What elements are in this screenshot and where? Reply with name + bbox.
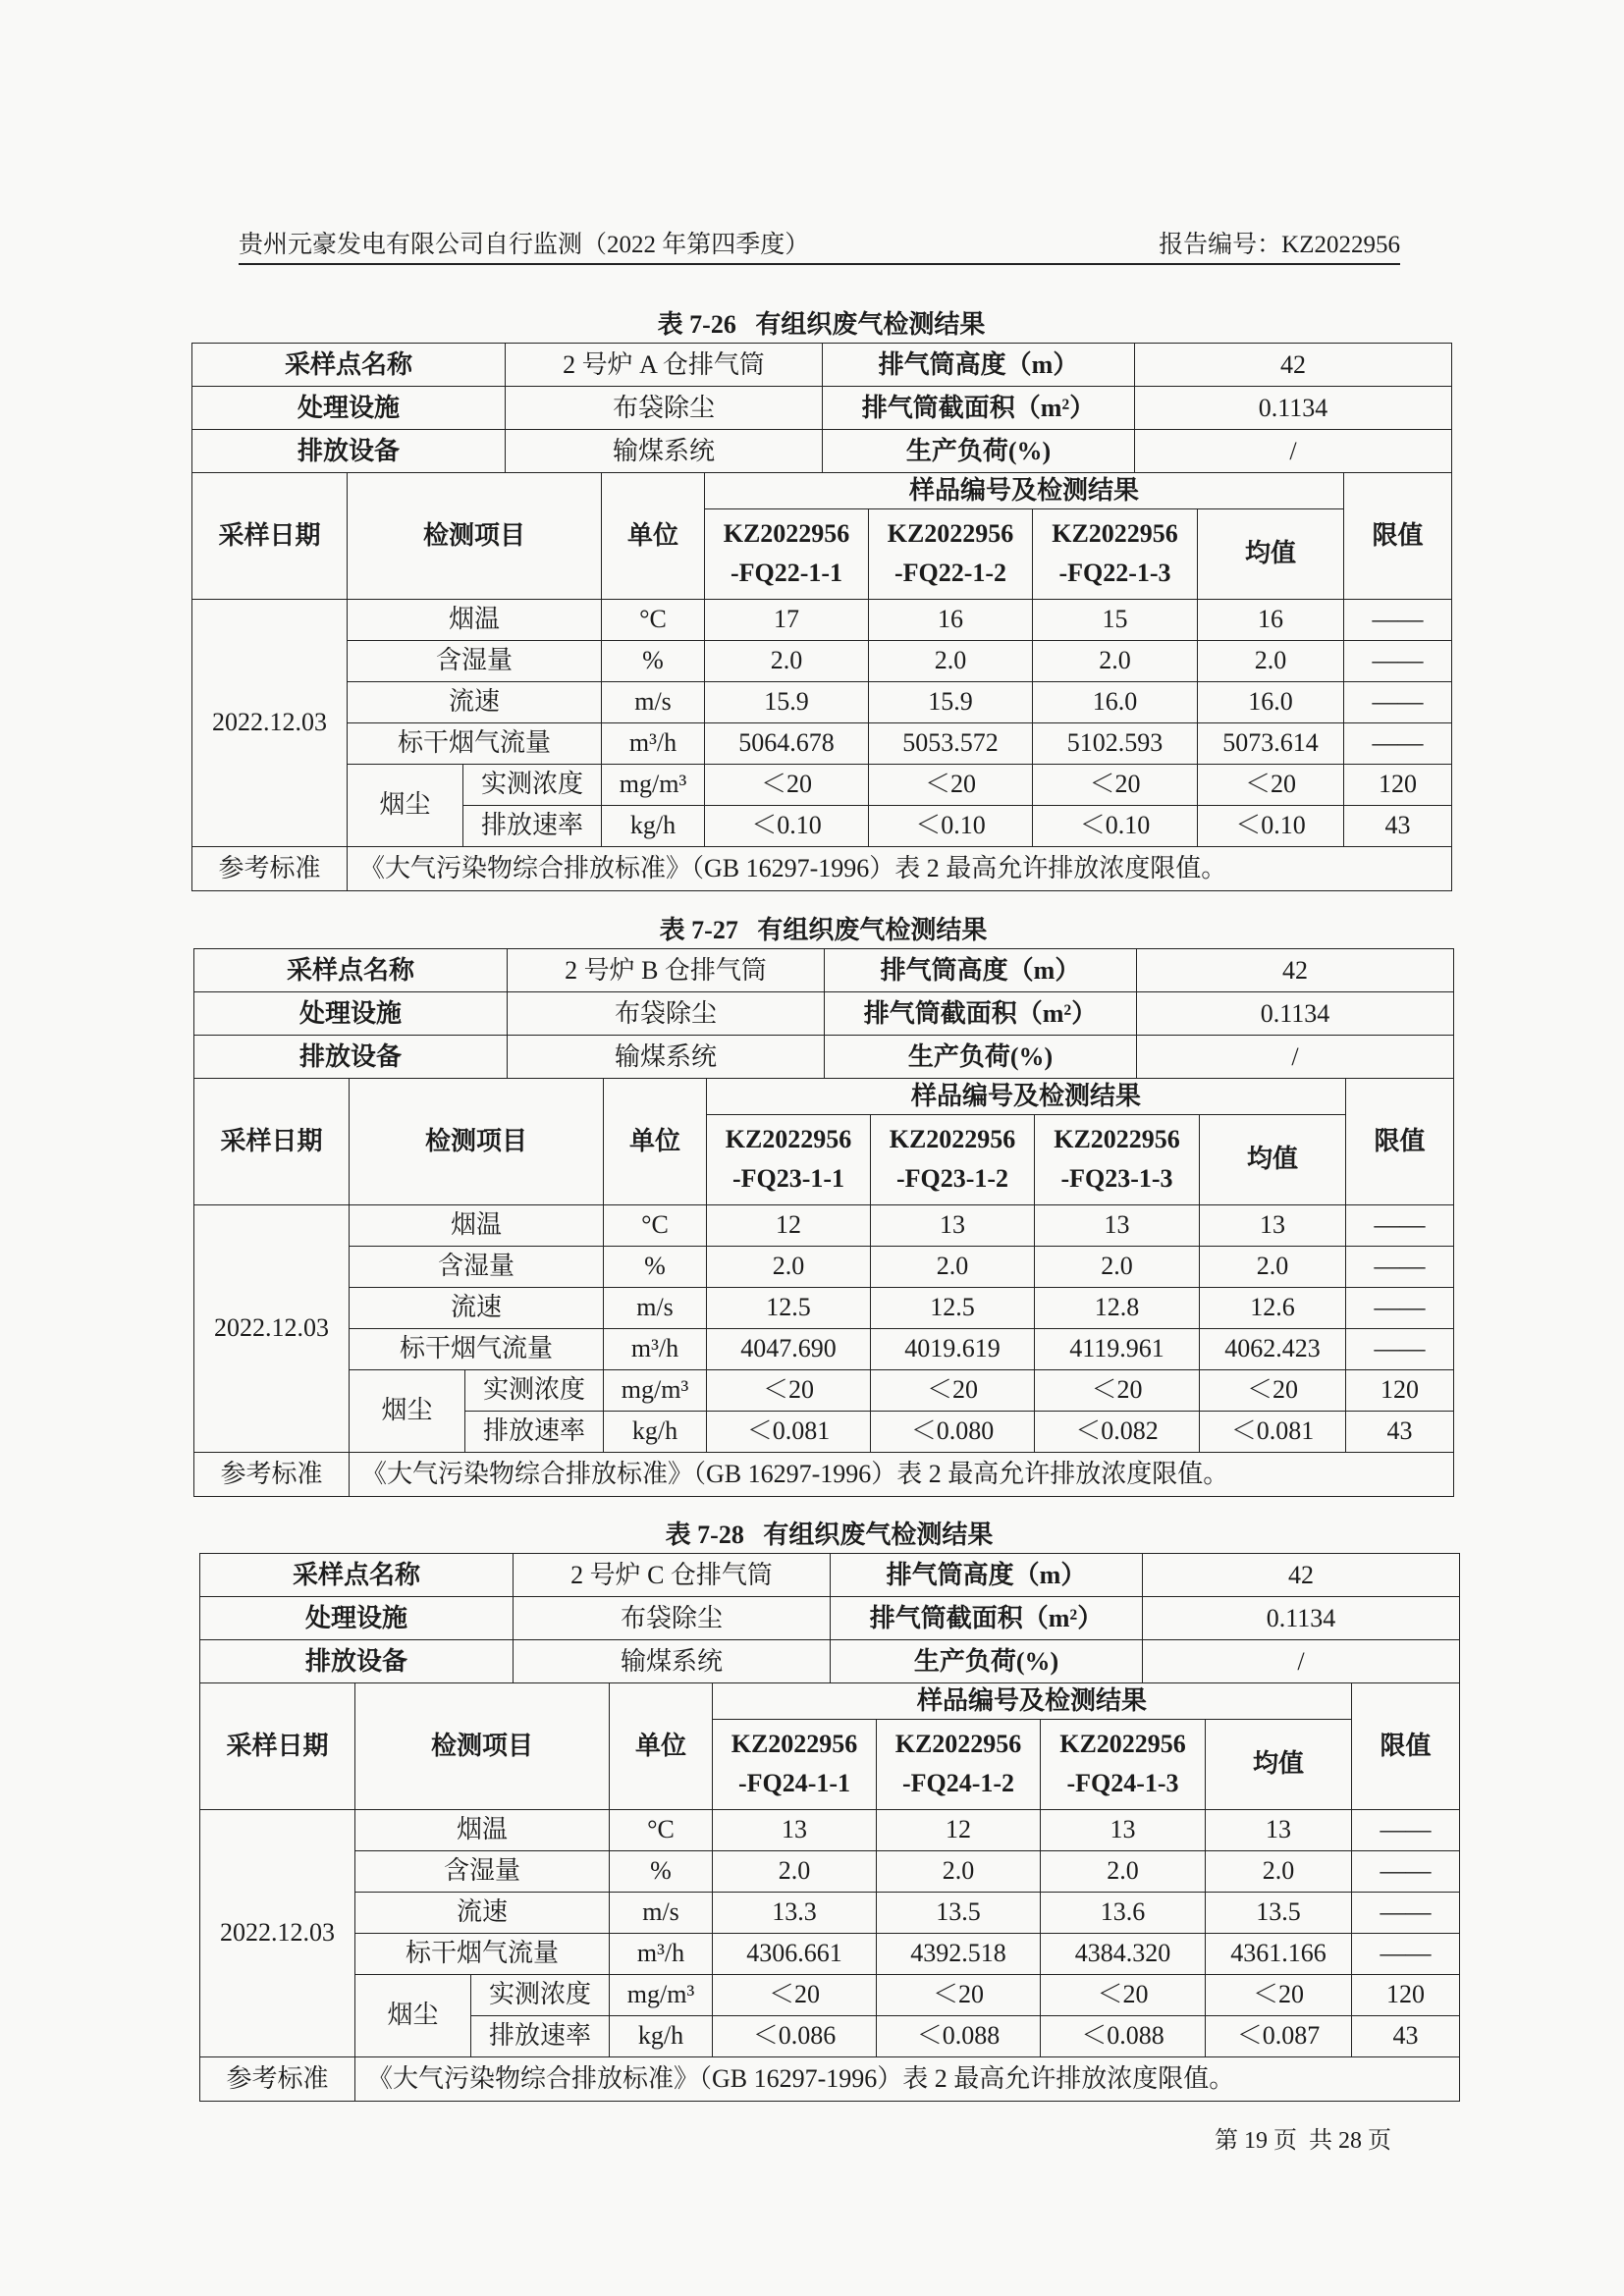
sample-id-prefix: KZ2022956 [1054,1125,1180,1153]
header-mean: 均值 [1200,1114,1346,1204]
stack-height-label: 排气筒高度（m） [825,949,1137,992]
treatment-facility-label: 处理设施 [194,992,508,1036]
cell-unit: m/s [610,1892,713,1933]
cell-unit: m³/h [610,1933,713,1974]
stack-area-value: 0.1134 [1143,1597,1460,1640]
cell-item: 烟温 [348,599,602,640]
cell-item: 标干烟气流量 [350,1328,604,1369]
sample-id-prefix: KZ2022956 [725,1125,852,1153]
cell-item: 含湿量 [348,640,602,681]
cell-value: ＜0.088 [1041,2015,1206,2056]
cell-mean: 16.0 [1198,681,1344,722]
cell-mean: 4361.166 [1206,1933,1352,1974]
table-row [194,1287,1454,1328]
sample-id-2 [877,1719,1041,1809]
cell-value: ＜0.080 [871,1411,1035,1452]
treatment-facility-value: 布袋除尘 [508,992,825,1036]
cell-limit: 120 [1352,1974,1460,2015]
info-row [200,1554,1460,1597]
stack-height-label: 排气筒高度（m） [831,1554,1143,1597]
sample-id-suffix: -FQ22-1-2 [893,559,1007,587]
reference-label: 参考标准 [192,846,348,890]
cell-value: ＜20 [1041,1974,1206,2015]
sampling-point-value: 2 号炉 C 仓排气筒 [514,1554,831,1597]
cell-mean: ＜0.10 [1198,805,1344,846]
cell-value: 13 [1041,1809,1206,1850]
cell-value: ＜0.082 [1035,1411,1200,1452]
sample-id-prefix: KZ2022956 [889,1125,1016,1153]
cell-item: 含湿量 [350,1246,604,1287]
cell-item: 实测浓度 [463,764,602,805]
cell-limit: —— [1346,1328,1454,1369]
cell-item: 烟温 [350,1204,604,1246]
treatment-facility-value: 布袋除尘 [514,1597,831,1640]
reference-row [194,1452,1454,1496]
sampling-point-value: 2 号炉 A 仓排气筒 [506,344,823,387]
cell-mean: 2.0 [1200,1246,1346,1287]
cell-value: 4047.690 [707,1328,871,1369]
info-row [192,344,1452,387]
cell-limit: —— [1344,722,1452,764]
cell-value: ＜20 [871,1369,1035,1411]
cell-value: 15.9 [705,681,869,722]
stack-area-value: 0.1134 [1135,387,1452,430]
stack-height-value: 42 [1135,344,1452,387]
cell-unit: m³/h [604,1328,707,1369]
cell-value: 2.0 [871,1246,1035,1287]
sample-id-prefix: KZ2022956 [894,1730,1022,1758]
cell-limit: —— [1352,1933,1460,1974]
cell-value: ＜0.086 [713,2015,877,2056]
results-table [199,1682,1460,2102]
cell-value: 13 [713,1809,877,1850]
table-title: 表 7-26 有组织废气检测结果 [657,310,986,339]
table-row [200,1850,1460,1892]
sample-id-suffix: -FQ23-1-1 [731,1164,845,1193]
dust-label: 烟尘 [355,1974,471,2056]
sample-id-prefix: KZ2022956 [887,519,1014,548]
reference-label: 参考标准 [194,1452,350,1496]
cell-value: 17 [705,599,869,640]
cell-value: 13.3 [713,1892,877,1933]
table-block-7-27 [193,913,1453,1497]
cell-limit: —— [1344,681,1452,722]
emission-equipment-label: 排放设备 [194,1036,508,1079]
header-limit: 限值 [1352,1682,1460,1809]
reference-text: 《大气污染物综合排放标准》（GB 16297-1996）表 2 最高允许排放浓度限值。 [348,846,1452,890]
cell-limit: 43 [1344,805,1452,846]
cell-mean: 2.0 [1206,1850,1352,1892]
table-row [194,1328,1454,1369]
header-mean: 均值 [1198,508,1344,599]
cell-unit: % [610,1850,713,1892]
cell-value: 13.5 [877,1892,1041,1933]
info-table [193,948,1454,1079]
header-limit: 限值 [1346,1078,1454,1204]
cell-value: 2.0 [713,1850,877,1892]
cell-value: 5102.593 [1033,722,1198,764]
cell-mean: ＜0.087 [1206,2015,1352,2056]
table-row [194,1246,1454,1287]
sample-id-2 [871,1114,1035,1204]
table-row [192,722,1452,764]
stack-area-label: 排气筒截面积（m²） [823,387,1135,430]
info-row [194,992,1454,1036]
cell-value: 12.5 [871,1287,1035,1328]
stack-area-value: 0.1134 [1137,992,1454,1036]
cell-mean: 16 [1198,599,1344,640]
cell-item: 实测浓度 [465,1369,604,1411]
info-row [200,1597,1460,1640]
info-row [200,1640,1460,1683]
production-load-label: 生产负荷(%) [831,1640,1143,1683]
production-load-value: / [1137,1036,1454,1079]
cell-unit: kg/h [610,2015,713,2056]
table-title: 表 7-27 有组织废气检测结果 [659,916,988,944]
emission-equipment-label: 排放设备 [200,1640,514,1683]
sample-id-2 [869,508,1033,599]
cell-item: 排放速率 [463,805,602,846]
cell-value: 15.9 [869,681,1033,722]
reference-row [200,2056,1460,2101]
production-load-value: / [1143,1640,1460,1683]
cell-mean: ＜0.081 [1200,1411,1346,1452]
page-number: 第 19 页 共 28 页 [1215,2128,1391,2154]
cell-unit: °C [604,1204,707,1246]
cell-mean: ＜20 [1206,1974,1352,2015]
table-row [200,1933,1460,1974]
cell-item: 实测浓度 [471,1974,610,2015]
treatment-facility-value: 布袋除尘 [506,387,823,430]
cell-value: 2.0 [877,1850,1041,1892]
header-sample-results: 样品编号及检测结果 [713,1682,1352,1719]
header-unit: 单位 [610,1682,713,1809]
cell-value: ＜0.081 [707,1411,871,1452]
cell-mean: 4062.423 [1200,1328,1346,1369]
cell-value: 2.0 [1041,1850,1206,1892]
cell-value: 5064.678 [705,722,869,764]
cell-unit: mg/m³ [604,1369,707,1411]
stack-area-label: 排气筒截面积（m²） [831,1597,1143,1640]
emission-equipment-value: 输煤系统 [508,1036,825,1079]
cell-item: 标干烟气流量 [348,722,602,764]
cell-value: 12.8 [1035,1287,1200,1328]
cell-unit: m³/h [602,722,705,764]
header-test-item: 检测项目 [350,1078,604,1204]
info-row [194,949,1454,992]
header-sample-results: 样品编号及检测结果 [707,1078,1346,1114]
sampling-point-label: 采样点名称 [194,949,508,992]
reference-label: 参考标准 [200,2056,355,2101]
cell-limit: —— [1346,1204,1454,1246]
cell-value: ＜0.10 [1033,805,1198,846]
cell-value: ＜20 [877,1974,1041,2015]
cell-value: ＜0.088 [877,2015,1041,2056]
info-table [199,1553,1460,1683]
cell-value: 2.0 [1033,640,1198,681]
cell-value: ＜20 [1035,1369,1200,1411]
info-row [192,430,1452,473]
dust-label: 烟尘 [348,764,463,846]
cell-unit: % [602,640,705,681]
report-title: 贵州元豪发电有限公司自行监测（2022 年第四季度） [239,232,810,258]
header-sample-results: 样品编号及检测结果 [705,472,1344,508]
table-row [200,1892,1460,1933]
header-unit: 单位 [602,472,705,599]
sample-id-3 [1033,508,1198,599]
sample-id-suffix: -FQ22-1-3 [1058,559,1171,587]
header-row [194,1078,1454,1114]
cell-mean: ＜20 [1198,764,1344,805]
cell-limit: 43 [1346,1411,1454,1452]
cell-item: 排放速率 [465,1411,604,1452]
stack-area-label: 排气筒截面积（m²） [825,992,1137,1036]
cell-value: ＜0.10 [705,805,869,846]
sampling-date: 2022.12.03 [194,1204,350,1452]
cell-unit: m/s [602,681,705,722]
cell-limit: 120 [1344,764,1452,805]
cell-mean: ＜20 [1200,1369,1346,1411]
cell-unit: kg/h [604,1411,707,1452]
stack-height-value: 42 [1143,1554,1460,1597]
table-row [200,1974,1460,2015]
cell-value: 13.6 [1041,1892,1206,1933]
cell-unit: °C [610,1809,713,1850]
table-row [192,640,1452,681]
sample-id-1 [713,1719,877,1809]
cell-mean: 12.6 [1200,1287,1346,1328]
cell-value: ＜20 [869,764,1033,805]
cell-unit: mg/m³ [602,764,705,805]
production-load-label: 生产负荷(%) [823,430,1135,473]
sample-id-prefix: KZ2022956 [1052,519,1178,548]
cell-value: 13 [871,1204,1035,1246]
cell-value: 4306.661 [713,1933,877,1974]
sample-id-3 [1035,1114,1200,1204]
cell-value: 4392.518 [877,1933,1041,1974]
cell-unit: °C [602,599,705,640]
stack-height-label: 排气筒高度（m） [823,344,1135,387]
cell-limit: 120 [1346,1369,1454,1411]
cell-value: ＜0.10 [869,805,1033,846]
sample-id-suffix: -FQ22-1-1 [730,559,843,587]
table-block-7-28 [199,1518,1459,2102]
treatment-facility-label: 处理设施 [200,1597,514,1640]
cell-value: 12.5 [707,1287,871,1328]
results-table [191,472,1452,891]
sample-id-prefix: KZ2022956 [723,519,850,548]
cell-value: 15 [1033,599,1198,640]
cell-limit: —— [1352,1809,1460,1850]
cell-limit: 43 [1352,2015,1460,2056]
header-test-item: 检测项目 [348,472,602,599]
cell-value: 4384.320 [1041,1933,1206,1974]
header-row [200,1682,1460,1719]
header-unit: 单位 [604,1078,707,1204]
table-row [192,764,1452,805]
cell-unit: mg/m³ [610,1974,713,2015]
cell-value: 4019.619 [871,1328,1035,1369]
cell-value: 5053.572 [869,722,1033,764]
cell-value: ＜20 [1033,764,1198,805]
cell-value: 2.0 [869,640,1033,681]
sample-id-suffix: -FQ23-1-3 [1060,1164,1173,1193]
reference-text: 《大气污染物综合排放标准》（GB 16297-1996）表 2 最高允许排放浓度限值。 [350,1452,1454,1496]
sample-id-3 [1041,1719,1206,1809]
header-sampling-date: 采样日期 [194,1078,350,1204]
sampling-date: 2022.12.03 [200,1809,355,2056]
dust-label: 烟尘 [350,1369,465,1452]
header-sampling-date: 采样日期 [192,472,348,599]
emission-equipment-value: 输煤系统 [506,430,823,473]
cell-item: 烟温 [355,1809,610,1850]
reference-row [192,846,1452,890]
cell-value: ＜20 [705,764,869,805]
sample-id-suffix: -FQ24-1-3 [1066,1769,1179,1797]
cell-limit: —— [1344,640,1452,681]
sample-id-1 [705,508,869,599]
info-table [191,343,1452,473]
cell-mean: 13 [1200,1204,1346,1246]
table-block-7-26 [191,307,1451,891]
reference-text: 《大气污染物综合排放标准》（GB 16297-1996）表 2 最高允许排放浓度限值。 [355,2056,1460,2101]
sample-id-suffix: -FQ23-1-2 [895,1164,1009,1193]
table-row [194,1369,1454,1411]
treatment-facility-label: 处理设施 [192,387,506,430]
cell-value: 13 [1035,1204,1200,1246]
info-row [192,387,1452,430]
cell-item: 含湿量 [355,1850,610,1892]
sample-id-suffix: -FQ24-1-1 [737,1769,851,1797]
cell-value: 16.0 [1033,681,1198,722]
emission-equipment-value: 输煤系统 [514,1640,831,1683]
header-row [192,472,1452,508]
sample-id-suffix: -FQ24-1-2 [901,1769,1015,1797]
table-title: 表 7-28 有组织废气检测结果 [665,1521,994,1549]
cell-value: 2.0 [1035,1246,1200,1287]
report-number: 报告编号：KZ2022956 [1159,232,1400,258]
cell-limit: —— [1352,1892,1460,1933]
cell-value: 2.0 [705,640,869,681]
table-row [192,681,1452,722]
page-header [239,224,1400,265]
results-table [193,1078,1454,1497]
sample-id-1 [707,1114,871,1204]
cell-mean: 13 [1206,1809,1352,1850]
production-load-value: / [1135,430,1452,473]
cell-limit: —— [1344,599,1452,640]
cell-limit: —— [1346,1246,1454,1287]
cell-value: ＜20 [713,1974,877,2015]
cell-value: 12 [707,1204,871,1246]
cell-limit: —— [1352,1850,1460,1892]
sampling-date: 2022.12.03 [192,599,348,846]
table-row [200,1809,1460,1850]
sampling-point-label: 采样点名称 [200,1554,514,1597]
cell-unit: % [604,1246,707,1287]
stack-height-value: 42 [1137,949,1454,992]
cell-item: 标干烟气流量 [355,1933,610,1974]
header-sampling-date: 采样日期 [200,1682,355,1809]
info-row [194,1036,1454,1079]
cell-value: 4119.961 [1035,1328,1200,1369]
cell-item: 流速 [350,1287,604,1328]
cell-mean: 13.5 [1206,1892,1352,1933]
sampling-point-value: 2 号炉 B 仓排气筒 [508,949,825,992]
table-row [194,1204,1454,1246]
emission-equipment-label: 排放设备 [192,430,506,473]
cell-mean: 5073.614 [1198,722,1344,764]
cell-unit: kg/h [602,805,705,846]
header-limit: 限值 [1344,472,1452,599]
cell-value: ＜20 [707,1369,871,1411]
cell-value: 16 [869,599,1033,640]
header-mean: 均值 [1206,1719,1352,1809]
cell-unit: m/s [604,1287,707,1328]
sampling-point-label: 采样点名称 [192,344,506,387]
production-load-label: 生产负荷(%) [825,1036,1137,1079]
cell-mean: 2.0 [1198,640,1344,681]
cell-item: 流速 [355,1892,610,1933]
cell-value: 12 [877,1809,1041,1850]
header-test-item: 检测项目 [355,1682,610,1809]
cell-value: 2.0 [707,1246,871,1287]
cell-limit: —— [1346,1287,1454,1328]
cell-item: 流速 [348,681,602,722]
sample-id-prefix: KZ2022956 [731,1730,858,1758]
table-row [192,599,1452,640]
cell-item: 排放速率 [471,2015,610,2056]
sample-id-prefix: KZ2022956 [1059,1730,1186,1758]
